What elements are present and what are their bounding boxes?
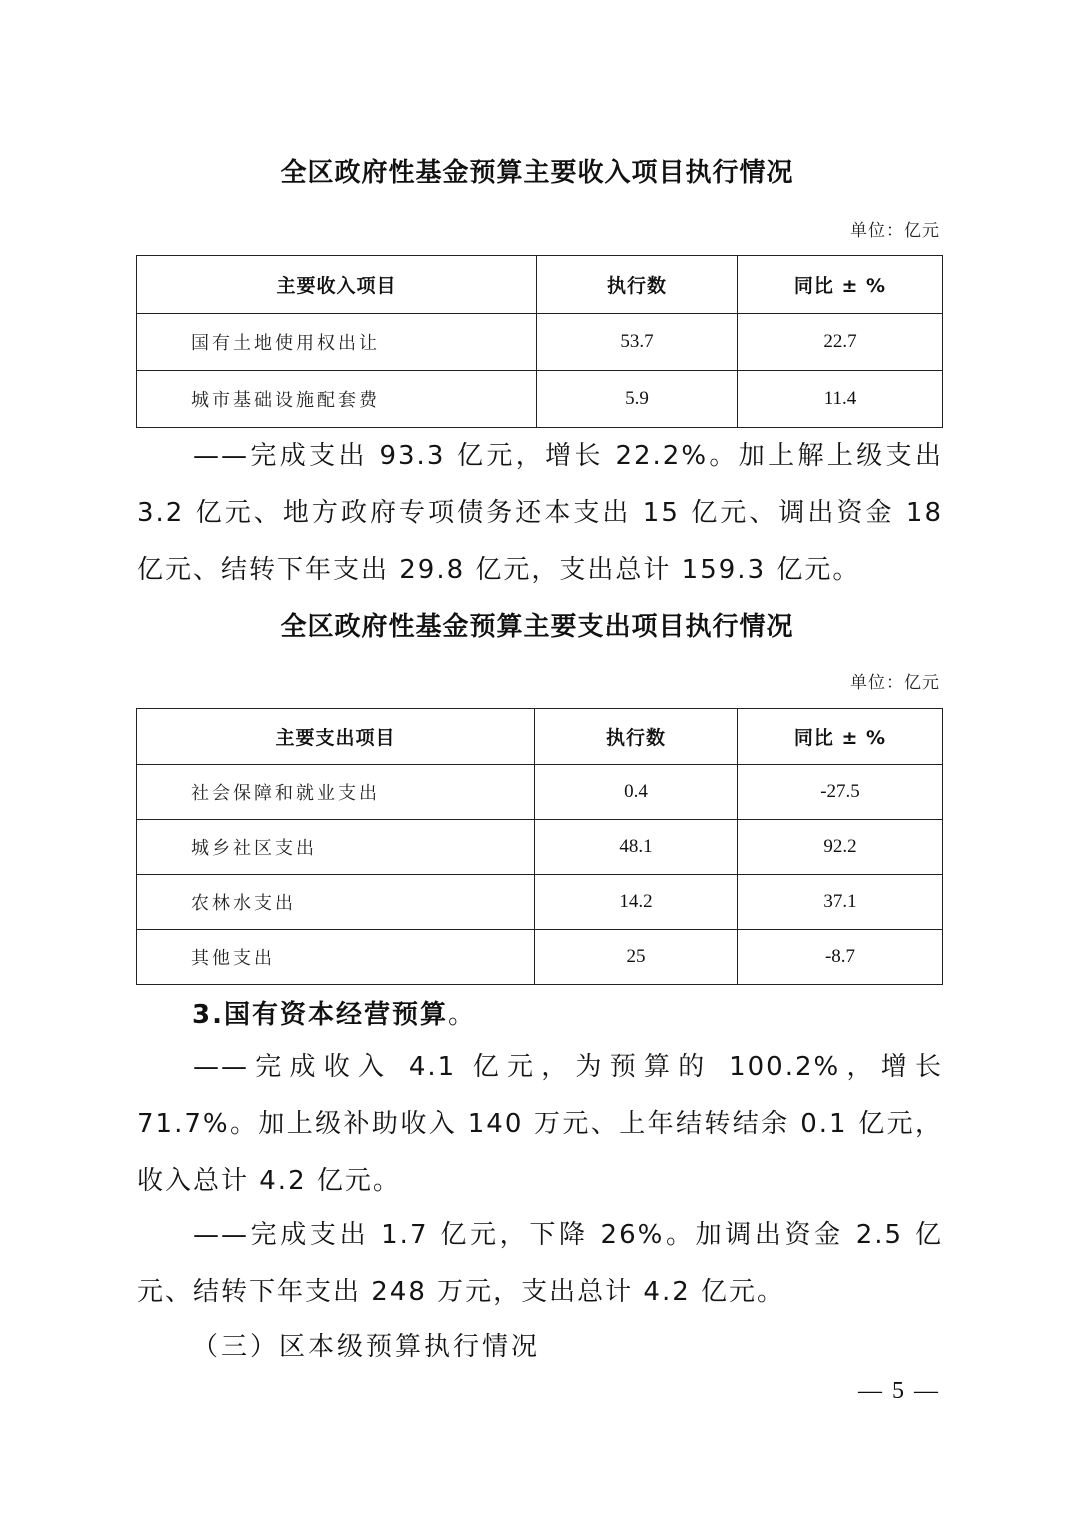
expenditure-table-title: 全区政府性基金预算主要支出项目执行情况 — [280, 612, 794, 642]
row-yoy: 92.2 — [738, 820, 943, 875]
row-amount: 53.7 — [537, 314, 738, 371]
row-item-name: 其他支出 — [137, 930, 535, 985]
income-table-title: 全区政府性基金预算主要收入项目执行情况 — [280, 158, 794, 188]
expenditure-table — [136, 708, 943, 985]
expenditure-table-unit: 单位：亿元 — [850, 673, 940, 693]
row-yoy: -27.5 — [738, 765, 943, 820]
row-item-name: 农林水支出 — [137, 875, 535, 930]
table-row — [137, 820, 943, 875]
row-item-name: 城乡社区支出 — [137, 820, 535, 875]
row-amount: 14.2 — [535, 875, 738, 930]
income-table-unit: 单位：亿元 — [850, 221, 940, 241]
row-amount: 0.4 — [535, 765, 738, 820]
column-header-yoy: 同比 ± % — [738, 709, 943, 765]
row-yoy: 11.4 — [738, 371, 943, 428]
column-header-amount: 执行数 — [537, 256, 738, 314]
row-item-name: 国有土地使用权出让 — [137, 314, 537, 371]
section-heading — [192, 994, 476, 1031]
column-header-amount: 执行数 — [535, 709, 738, 765]
row-item-name: 社会保障和就业支出 — [137, 765, 535, 820]
column-header-item: 主要支出项目 — [137, 709, 535, 765]
row-amount: 25 — [535, 930, 738, 985]
table-row — [137, 371, 943, 428]
column-header-item: 主要收入项目 — [137, 256, 537, 314]
row-amount: 48.1 — [535, 820, 738, 875]
section-heading-punctuation: 。 — [447, 1000, 476, 1030]
table-header-row — [137, 256, 943, 314]
subsection-heading: （三）区本级预算执行情况 — [192, 1332, 541, 1362]
row-yoy: 22.7 — [738, 314, 943, 371]
table-row — [137, 314, 943, 371]
income-table — [136, 255, 943, 428]
table-row — [137, 765, 943, 820]
page-number: — 5 — — [858, 1378, 940, 1404]
fund-expenditure-paragraph: ——完成支出 93.3 亿元，增长 22.2%。加上解上级支出 3.2 亿元、地方政府专项债务还本支出 15 亿元、调出资金 18 亿元、结转下年支出 29.8 亿元，支出总计 159.3 亿元。 — [137, 441, 943, 585]
capital-expenditure-paragraph: ——完成支出 1.7 亿元，下降 26%。加调出资金 2.5 亿元、结转下年支出 248 万元，支出总计 4.2 亿元。 — [137, 1220, 943, 1307]
row-amount: 5.9 — [537, 371, 738, 428]
capital-income-paragraph: ——完成收入 4.1 亿元，为预算的 100.2%，增长 71.7%。加上级补助收入 140 万元、上年结转结余 0.1 亿元，收入总计 4.2 亿元。 — [137, 1052, 943, 1196]
table-header-row — [137, 709, 943, 765]
table-row — [137, 930, 943, 985]
section-heading-title: 3.国有资本经营预算 — [192, 1000, 448, 1030]
column-header-yoy: 同比 ± % — [738, 256, 943, 314]
table-row — [137, 875, 943, 930]
row-yoy: 37.1 — [738, 875, 943, 930]
row-item-name: 城市基础设施配套费 — [137, 371, 537, 428]
row-yoy: -8.7 — [738, 930, 943, 985]
